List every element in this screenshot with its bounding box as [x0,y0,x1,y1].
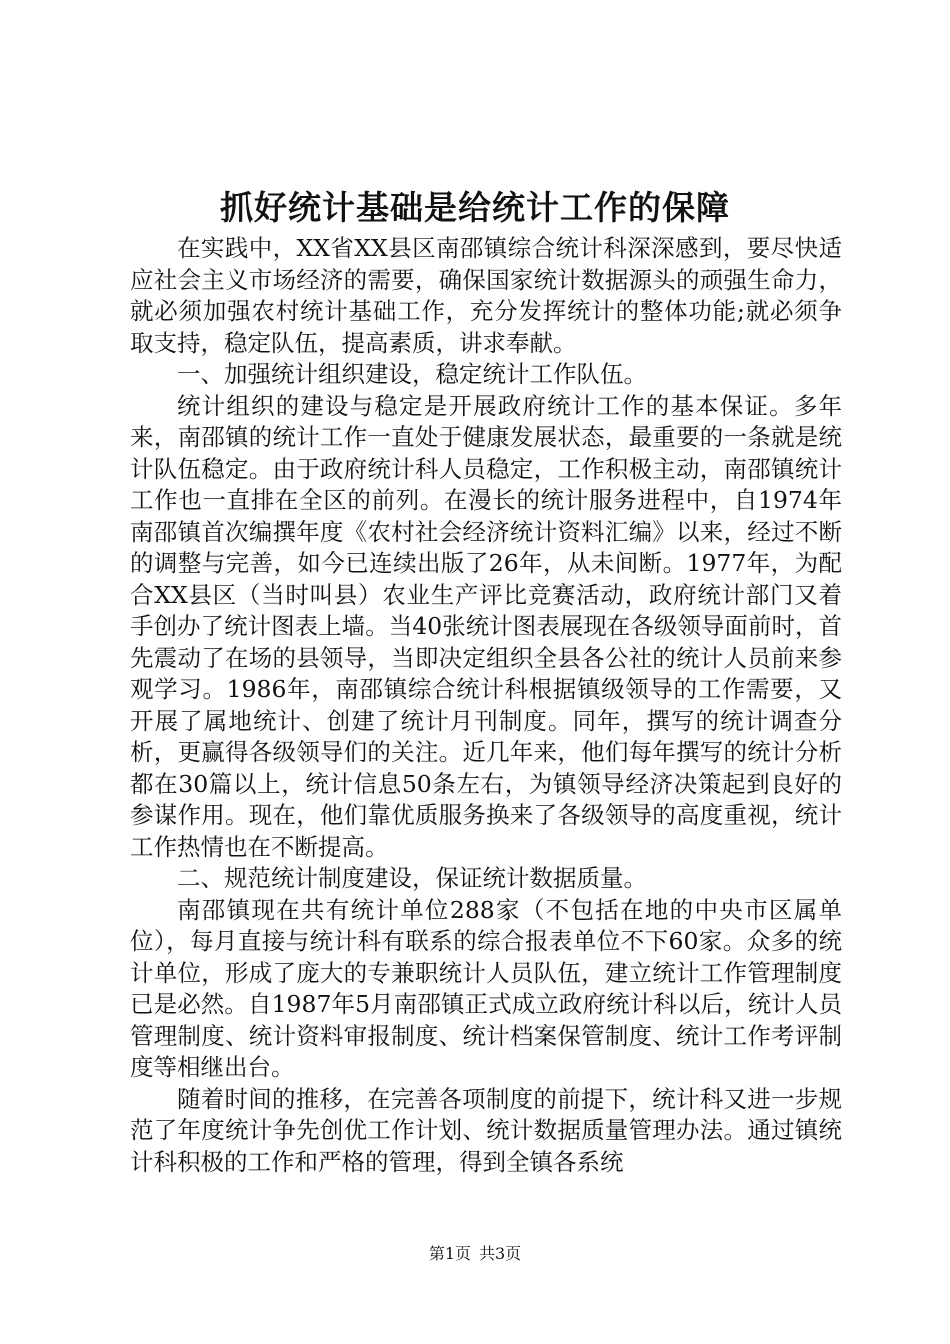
paragraph-section-2a: 南邵镇现在共有统计单位288家（不包括在地的中央市区属单位），每月直接与统计科有联系的综合报表单位不下60家。众多的统计单位，形成了庞大的专兼职统计人员队伍，建立统计工作管理制度已是必然。自1987年5月南邵镇正式成立政府统计科以后，统计人员管理制度、统计资料审报制度、统计档案保管制度、统计工作考评制度等相继出台。 [130,895,842,1081]
section-heading-1: 一、加强统计组织建设，稳定统计工作队伍。 [177,360,647,388]
section-heading-2: 二、规范统计制度建设，保证统计数据质量。 [177,864,647,892]
document-body [130,233,842,1178]
page-footer [0,1243,950,1265]
paragraph-section-2b: 随着时间的推移，在完善各项制度的前提下，统计科又进一步规范了年度统计争先创优工作计划、统计数据质量管理办法。通过镇统计科积极的工作和严格的管理，得到全镇各系统 [130,1084,842,1176]
paragraph-section-1: 统计组织的建设与稳定是开展政府统计工作的基本保证。多年来，南邵镇的统计工作一直处于健康发展状态，最重要的一条就是统计队伍稳定。由于政府统计科人员稳定，工作积极主动，南邵镇统计工作也一直排在全区的前列。在漫长的统计服务进程中，自1974年南邵镇首次编撰年度《农村社会经济统计资料汇编》以来，经过不断的调整与完善，如今已连续出版了26年，从未间断。1977年，为配合XX县区（当时叫县）农业生产评比竞赛活动，政府统计部门又着手创办了统计图表上墙。当40张统计图表展现在各级领导面前时，首先震动了在场的县领导，当即决定组织全县各公社的统计人员前来参观学习。1986年，南邵镇综合统计科根据镇级领导的工作需要，又开展了属地统计、创建了统计月刊制度。同年，撰写的统计调查分析，更赢得各级领导们的关注。近几年来，他们每年撰写的统计分析都在30篇以上，统计信息50条左右，为镇领导经济决策起到良好的参谋作用。现在，他们靠优质服务换来了各级领导的高度重视，统计工作热情也在不断提高。 [130,391,842,861]
page-total: 共3页 [479,1244,522,1263]
paragraph-intro: 在实践中，XX省XX县区南邵镇综合统计科深深感到，要尽快适应社会主义市场经济的需要，确保国家统计数据源头的顽强生命力，就必须加强农村统计基础工作，充分发挥统计的整体功能;就必须争取支持，稳定队伍，提高素质，讲求奉献。 [130,234,842,357]
page-number: 第1页 [428,1244,471,1263]
document-title: 抓好统计基础是给统计工作的保障 [220,188,730,227]
